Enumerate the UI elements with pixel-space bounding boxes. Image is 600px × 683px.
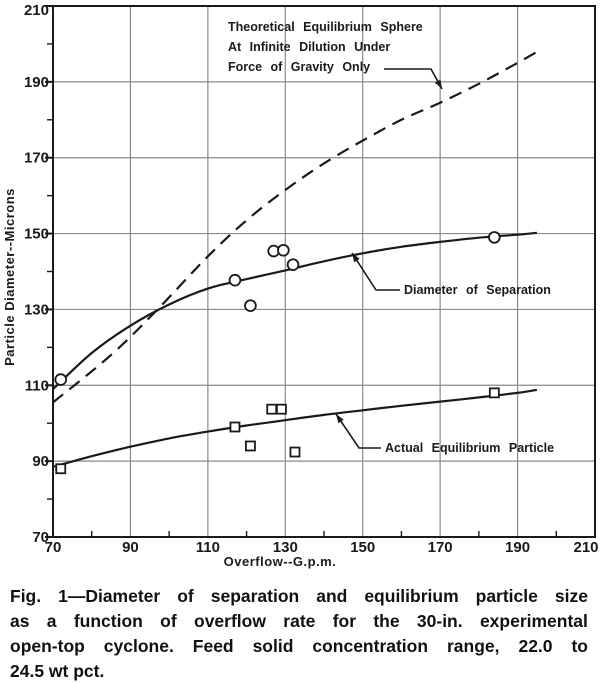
y-axis-title: Particle Diameter--Microns <box>2 188 17 366</box>
caption-word: Fig. <box>10 586 42 606</box>
data-point-square <box>277 405 286 414</box>
x-axis-tick-label: 190 <box>505 539 531 556</box>
caption-word: 30-in. <box>416 611 463 631</box>
plot-frame <box>53 6 595 537</box>
leader-arrowhead <box>336 414 344 423</box>
caption-word: range, <box>447 636 500 656</box>
caption-word: separation <box>210 586 300 606</box>
caption-word: concentration <box>312 636 429 656</box>
caption-word: to <box>571 636 588 656</box>
series-label: Actual Equilibrium Particle <box>385 441 555 455</box>
x-axis-tick-label: 110 <box>195 539 220 556</box>
series-label: Force of Gravity Only <box>228 60 371 74</box>
data-point-square <box>267 405 276 414</box>
data-point-square <box>56 464 65 473</box>
series-label: Diameter of Separation <box>404 283 551 297</box>
caption-word: rate <box>283 611 316 631</box>
x-axis-tick-label: 70 <box>44 539 62 556</box>
x-axis-tick-label: 210 <box>573 539 599 556</box>
caption-word: 1—Diameter <box>58 586 161 606</box>
series-label: Theoretical Equilibrium Sphere <box>228 20 423 34</box>
caption-word: overflow <box>194 611 266 631</box>
caption-word: cyclone. <box>103 636 174 656</box>
x-axis-tick-label: 130 <box>272 539 298 556</box>
x-axis-tick-label: 90 <box>122 539 139 556</box>
caption-word: as <box>10 611 30 631</box>
series-curve-1 <box>53 233 537 389</box>
caption-word: of <box>177 586 194 606</box>
data-point-circle <box>230 275 241 286</box>
data-point-square <box>230 423 239 432</box>
y-axis-tick-label: 110 <box>24 377 49 395</box>
x-axis-tick-label: 170 <box>427 539 453 556</box>
caption-word: open-top <box>10 636 85 656</box>
data-point-circle <box>55 374 66 385</box>
x-axis-title: Overflow--G.p.m. <box>223 554 337 569</box>
x-axis-tick-label: 150 <box>350 539 376 556</box>
data-point-circle <box>245 300 256 311</box>
series-label: At Infinite Dilution Under <box>228 40 391 54</box>
caption-word: particle <box>475 586 538 606</box>
caption-word: size <box>554 586 588 606</box>
y-axis-tick-label: 70 <box>32 529 49 546</box>
caption-word: solid <box>252 636 294 656</box>
figure-caption <box>10 584 588 683</box>
data-point-circle <box>278 245 289 256</box>
y-axis-tick-label: 90 <box>32 453 49 471</box>
caption-word: of <box>160 611 177 631</box>
caption-word: for <box>332 611 357 631</box>
caption-word: Feed <box>192 636 234 656</box>
y-axis-tick-label: 130 <box>23 301 49 319</box>
y-axis-tick-label: 170 <box>23 149 49 167</box>
caption-word: function <box>73 611 143 631</box>
data-point-circle <box>288 259 299 270</box>
data-point-square <box>290 448 299 457</box>
y-axis-tick-label: 150 <box>23 225 49 243</box>
data-point-square <box>490 388 499 397</box>
leader-line <box>384 69 442 89</box>
caption-line: 24.5 wt pct. <box>10 661 105 681</box>
caption-word: experimental <box>479 611 588 631</box>
caption-line <box>10 584 588 609</box>
y-axis-tick-label: 210 <box>23 2 49 19</box>
caption-word: the <box>373 611 400 631</box>
caption-word: equilibrium <box>364 586 459 606</box>
caption-word: 22.0 <box>518 636 553 656</box>
data-point-square <box>246 441 255 450</box>
series-curve-0 <box>53 50 541 403</box>
caption-word: and <box>316 586 348 606</box>
caption-word: a <box>46 611 57 631</box>
caption-line <box>10 609 588 634</box>
y-axis-tick-label: 190 <box>23 73 49 91</box>
data-point-circle <box>489 232 500 243</box>
caption-line <box>10 634 588 659</box>
leader-arrowhead <box>435 80 442 89</box>
